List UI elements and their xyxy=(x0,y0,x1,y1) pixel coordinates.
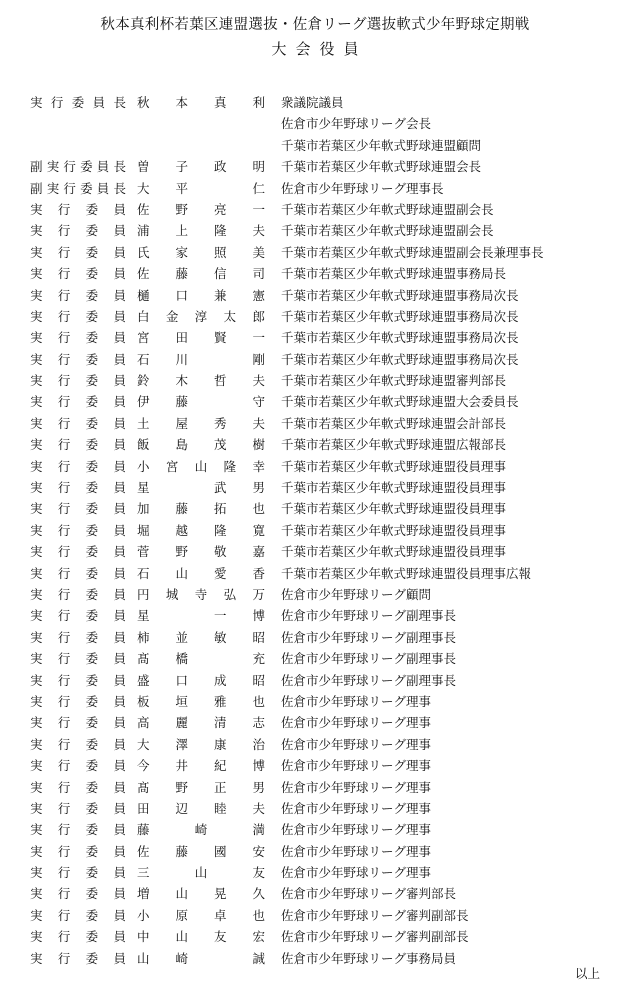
officer-role: 実行委員長 xyxy=(30,95,126,110)
officer-role: 実行委員 xyxy=(30,244,126,260)
roster-row xyxy=(30,306,610,327)
officer-affiliation: 千葉市若葉区少年軟式野球連盟副会長兼理事長 xyxy=(281,244,544,260)
officer-name: 小原卓也 xyxy=(137,907,265,923)
officer-name: 中山友宏 xyxy=(137,929,265,945)
officer-role: 実行委員 xyxy=(30,865,126,881)
officer-name: 飯島茂樹 xyxy=(137,437,265,453)
officer-role: 実行委員 xyxy=(30,201,126,217)
officer-affiliation: 佐倉市少年野球リーグ理事 xyxy=(281,715,432,731)
officer-name: 星 一博 xyxy=(137,608,265,624)
closing-mark: 以上 xyxy=(574,966,600,981)
officer-name: 秋本真利 xyxy=(137,95,265,110)
officer-affiliation: 佐倉市少年野球リーグ審判副部長 xyxy=(281,907,469,923)
officer-role: 実行委員 xyxy=(30,437,126,453)
officer-name: 三 山 友 xyxy=(137,865,265,881)
document-header xyxy=(0,14,630,60)
officer-name: 佐藤信司 xyxy=(137,266,265,282)
officer-role: 実行委員 xyxy=(30,373,126,389)
officer-name: 菅野敬嘉 xyxy=(137,544,265,560)
officer-name: 柿並敏昭 xyxy=(137,629,265,645)
roster-row xyxy=(30,242,610,263)
officer-role: 実行委員 xyxy=(30,458,126,474)
officer-role: 実行委員 xyxy=(30,800,126,816)
officer-affiliation: 佐倉市少年野球リーグ理事 xyxy=(281,758,432,774)
roster-row xyxy=(30,691,610,712)
officer-role: 実行委員 xyxy=(30,501,126,517)
officer-role: 実行委員 xyxy=(30,950,126,966)
roster-row xyxy=(30,883,610,904)
document-subtitle: 大会役員 xyxy=(271,40,368,58)
roster-row xyxy=(30,370,610,391)
officer-name: 今井紀博 xyxy=(137,758,265,774)
officer-affiliation: 千葉市若葉区少年軟式野球連盟事務局次長 xyxy=(281,351,519,367)
officer-affiliation: 佐倉市少年野球リーグ事務局員 xyxy=(281,950,457,966)
roster-row xyxy=(30,327,610,348)
officer-role: 実行委員 xyxy=(30,693,126,709)
officer-role: 実行委員 xyxy=(30,330,126,346)
roster-row xyxy=(30,670,610,691)
officer-affiliation: 佐倉市少年野球リーグ副理事長 xyxy=(281,629,457,645)
roster-row xyxy=(30,777,610,798)
roster-row xyxy=(30,563,610,584)
officer-role: 実行委員 xyxy=(30,394,126,410)
roster-row xyxy=(30,648,610,669)
officer-affiliation: 佐倉市少年野球リーグ副理事長 xyxy=(281,672,457,688)
officer-role: 実行委員 xyxy=(30,929,126,945)
officer-affiliation: 千葉市若葉区少年軟式野球連盟役員理事 xyxy=(281,480,507,496)
roster-row xyxy=(30,926,610,947)
officer-name: 大平 仁 xyxy=(137,180,265,196)
roster-row xyxy=(30,349,610,370)
officer-role: 実行委員 xyxy=(30,672,126,688)
roster-row xyxy=(30,841,610,862)
roster-row xyxy=(30,434,610,455)
officer-affiliation: 佐倉市少年野球リーグ理事 xyxy=(281,865,432,881)
officer-role: 実行委員 xyxy=(30,266,126,282)
officer-affiliation: 佐倉市少年野球リーグ理事 xyxy=(281,822,432,838)
officer-name: 佐野亮一 xyxy=(137,201,265,217)
officer-name: 石川 剛 xyxy=(137,351,265,367)
officer-role: 実行委員 xyxy=(30,715,126,731)
officer-role: 実行委員 xyxy=(30,886,126,902)
officer-affiliation: 佐倉市少年野球リーグ理事 xyxy=(281,843,432,859)
officer-affiliation: 佐倉市少年野球リーグ副理事長 xyxy=(281,608,457,624)
officer-name: 髙橋 充 xyxy=(137,651,265,667)
roster-row xyxy=(30,755,610,776)
officer-role: 実行委員 xyxy=(30,308,126,324)
officer-affiliation: 千葉市若葉区少年軟式野球連盟広報部長 xyxy=(281,437,507,453)
officer-name: 田辺睦夫 xyxy=(137,800,265,816)
officer-affiliation: 千葉市若葉区少年軟式野球連盟会計部長 xyxy=(281,415,507,431)
roster-row xyxy=(30,862,610,883)
officer-name: 土屋秀夫 xyxy=(137,415,265,431)
roster-row xyxy=(30,92,610,113)
roster-row xyxy=(30,498,610,519)
officer-name: 加藤拓也 xyxy=(137,501,265,517)
officer-role: 実行委員 xyxy=(30,223,126,239)
officer-role: 実行委員 xyxy=(30,544,126,560)
officer-affiliation: 千葉市若葉区少年軟式野球連盟事務局次長 xyxy=(281,308,519,324)
officer-affiliation: 千葉市若葉区少年軟式野球連盟顧問 xyxy=(281,137,482,153)
officer-affiliation: 千葉市若葉区少年軟式野球連盟審判部長 xyxy=(281,373,507,389)
officer-role: 実行委員 xyxy=(30,480,126,496)
officer-role: 実行委員 xyxy=(30,415,126,431)
officer-affiliation: 佐倉市少年野球リーグ審判部長 xyxy=(281,886,457,902)
officer-name: 白金淳太郎 xyxy=(137,308,265,324)
officer-affiliation: 千葉市若葉区少年軟式野球連盟役員理事 xyxy=(281,501,507,517)
officer-affiliation: 佐倉市少年野球リーグ理事長 xyxy=(281,180,444,196)
officer-role: 実行委員 xyxy=(30,758,126,774)
officer-name: 小宮山隆幸 xyxy=(137,458,265,474)
officer-affiliation: 千葉市若葉区少年軟式野球連盟事務局次長 xyxy=(281,330,519,346)
officer-affiliation: 佐倉市少年野球リーグ副理事長 xyxy=(281,651,457,667)
officer-name: 樋口兼憲 xyxy=(137,287,265,303)
roster-row xyxy=(30,798,610,819)
roster-row xyxy=(30,263,610,284)
officer-role: 実行委員 xyxy=(30,608,126,624)
roster-row xyxy=(30,819,610,840)
roster-row xyxy=(30,135,610,156)
officer-roster xyxy=(30,92,610,969)
roster-row xyxy=(30,156,610,177)
officer-name: 伊藤 守 xyxy=(137,394,265,410)
officer-name: 佐藤國安 xyxy=(137,843,265,859)
officer-affiliation: 千葉市若葉区少年軟式野球連盟役員理事 xyxy=(281,544,507,560)
officer-affiliation: 千葉市若葉区少年軟式野球連盟副会長 xyxy=(281,223,494,239)
officer-name: 円城寺弘万 xyxy=(137,586,265,602)
officer-affiliation: 佐倉市少年野球リーグ理事 xyxy=(281,800,432,816)
officer-affiliation: 千葉市若葉区少年軟式野球連盟会長 xyxy=(281,159,482,175)
officer-role: 副実行委員長 xyxy=(30,159,126,175)
roster-row xyxy=(30,905,610,926)
officer-name: 曽子政明 xyxy=(137,159,265,175)
officer-affiliation: 佐倉市少年野球リーグ理事 xyxy=(281,779,432,795)
officer-name: 増山晃久 xyxy=(137,886,265,902)
officer-role: 実行委員 xyxy=(30,779,126,795)
officer-role: 実行委員 xyxy=(30,586,126,602)
roster-row xyxy=(30,413,610,434)
officer-role: 実行委員 xyxy=(30,843,126,859)
officer-role: 実行委員 xyxy=(30,907,126,923)
roster-row xyxy=(30,948,610,969)
roster-row xyxy=(30,456,610,477)
officer-affiliation: 千葉市若葉区少年軟式野球連盟役員理事 xyxy=(281,458,507,474)
officer-name: 盛口成昭 xyxy=(137,672,265,688)
roster-row xyxy=(30,220,610,241)
officer-name: 大澤康治 xyxy=(137,736,265,752)
officer-affiliation: 佐倉市少年野球リーグ理事 xyxy=(281,693,432,709)
officer-affiliation: 千葉市若葉区少年軟式野球連盟副会長 xyxy=(281,201,494,217)
officer-name: 堀越隆寛 xyxy=(137,522,265,538)
officer-role: 実行委員 xyxy=(30,629,126,645)
roster-row xyxy=(30,113,610,134)
roster-row xyxy=(30,199,610,220)
officer-name: 板垣雅也 xyxy=(137,693,265,709)
officer-role: 実行委員 xyxy=(30,565,126,581)
officer-name: 浦上隆夫 xyxy=(137,223,265,239)
officer-affiliation: 佐倉市少年野球リーグ会長 xyxy=(281,116,432,132)
roster-row xyxy=(30,477,610,498)
roster-row xyxy=(30,520,610,541)
roster-row xyxy=(30,734,610,755)
roster-row xyxy=(30,712,610,733)
officer-name: 氏家照美 xyxy=(137,244,265,260)
officer-name: 山崎 誠 xyxy=(137,950,265,966)
officer-name: 髙野正男 xyxy=(137,779,265,795)
officer-affiliation: 千葉市若葉区少年軟式野球連盟役員理事広報 xyxy=(281,565,532,581)
officer-role: 実行委員 xyxy=(30,351,126,367)
officer-name: 高麗清志 xyxy=(137,715,265,731)
document-title: 秋本真利杯若葉区連盟選抜・佐倉リーグ選抜軟式少年野球定期戦 xyxy=(100,17,530,33)
officer-affiliation: 佐倉市少年野球リーグ理事 xyxy=(281,736,432,752)
officer-role: 副実行委員長 xyxy=(30,180,126,196)
officer-role: 実行委員 xyxy=(30,736,126,752)
roster-row xyxy=(30,285,610,306)
officer-affiliation: 佐倉市少年野球リーグ顧問 xyxy=(281,586,432,602)
roster-row xyxy=(30,541,610,562)
roster-row xyxy=(30,627,610,648)
officer-role: 実行委員 xyxy=(30,651,126,667)
officer-affiliation: 千葉市若葉区少年軟式野球連盟役員理事 xyxy=(281,522,507,538)
officer-affiliation: 千葉市若葉区少年軟式野球連盟大会委員長 xyxy=(281,394,519,410)
officer-role: 実行委員 xyxy=(30,822,126,838)
officer-name: 藤 崎 満 xyxy=(137,822,265,838)
roster-row xyxy=(30,178,610,199)
officer-name: 星 武男 xyxy=(137,480,265,496)
officer-affiliation: 千葉市若葉区少年軟式野球連盟事務局長 xyxy=(281,266,507,282)
officer-role: 実行委員 xyxy=(30,287,126,303)
roster-row xyxy=(30,391,610,412)
roster-row xyxy=(30,584,610,605)
officer-name: 石山愛香 xyxy=(137,565,265,581)
officer-role: 実行委員 xyxy=(30,522,126,538)
officer-name: 鈴木哲夫 xyxy=(137,373,265,389)
officer-affiliation: 衆議院議員 xyxy=(281,95,344,110)
officer-affiliation: 佐倉市少年野球リーグ審判副部長 xyxy=(281,929,469,945)
roster-row xyxy=(30,605,610,626)
officer-name: 宮田賢一 xyxy=(137,330,265,346)
officer-affiliation: 千葉市若葉区少年軟式野球連盟事務局次長 xyxy=(281,287,519,303)
